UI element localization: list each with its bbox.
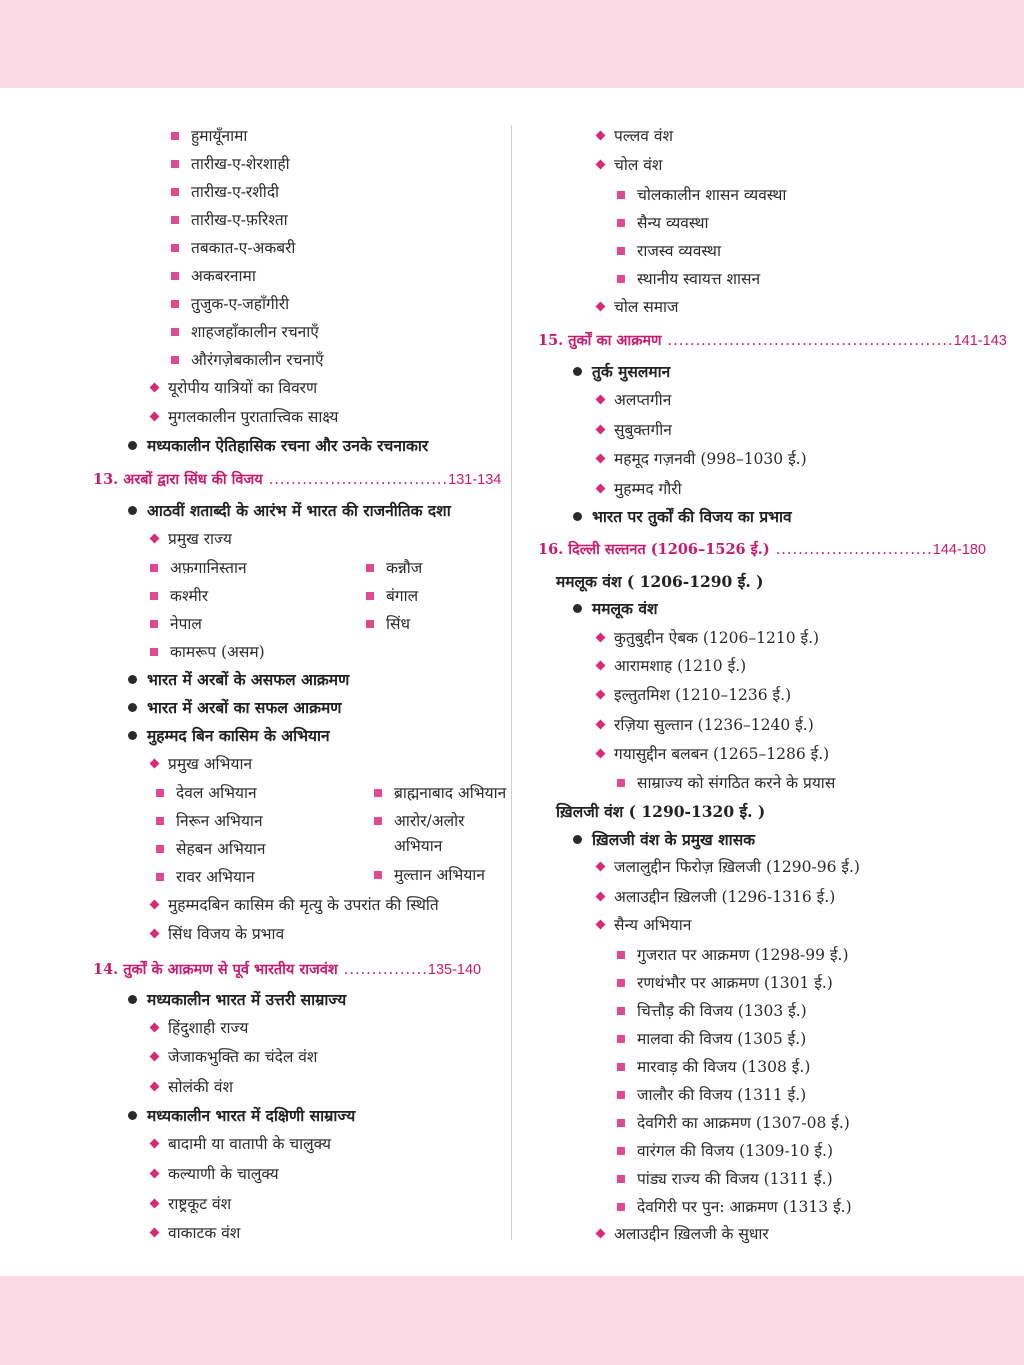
dynasty-heading: ममलूक वंश ( 1206-1290 ई. ): [556, 572, 764, 591]
diamond-bullet-icon: [596, 395, 606, 405]
diamond-bullet-icon: [596, 661, 606, 671]
contents-item: [374, 783, 506, 803]
contents-item-label: मध्यकालीन ऐतिहासिक रचना और उनके रचनाकार: [147, 436, 429, 455]
contents-item-label: ममलूक वंश: [592, 599, 658, 618]
contents-item-label: गुजरात पर आक्रमण (1298-99 ई.): [637, 946, 849, 964]
contents-item-label: कल्याणी के चालुक्य: [168, 1165, 279, 1183]
contents-item-label: महमूद गज़नवी (998–1030 ई.): [614, 450, 807, 468]
contents-item: [128, 726, 330, 746]
square-bullet-icon: [171, 188, 179, 196]
contents-item: [128, 1106, 355, 1126]
square-bullet-icon: [150, 564, 158, 572]
contents-item: [128, 670, 349, 690]
contents-item: [374, 865, 485, 885]
contents-item: [617, 241, 721, 261]
section-pages: 141-143: [953, 333, 1007, 349]
column-divider: [511, 125, 512, 1240]
contents-item-label: सिंध विजय के प्रभाव: [168, 925, 285, 943]
contents-item-label: भारत में अरबों का सफल आक्रमण: [147, 698, 342, 717]
contents-item-label: बादामी या वातापी के चालुक्य: [168, 1135, 331, 1153]
round-bullet-icon: [128, 675, 137, 684]
square-bullet-icon: [156, 789, 164, 797]
contents-item: [151, 1194, 231, 1214]
top-band: [0, 0, 1024, 88]
square-bullet-icon: [366, 620, 374, 628]
section-heading: [93, 960, 481, 980]
contents-item: [171, 350, 324, 370]
square-bullet-icon: [617, 779, 625, 787]
round-bullet-icon: [128, 703, 137, 712]
diamond-bullet-icon: [596, 862, 606, 872]
square-bullet-icon: [171, 356, 179, 364]
dot-leader: ...................................................: [667, 333, 954, 349]
contents-item: [171, 266, 256, 286]
contents-item: [151, 1223, 240, 1243]
diamond-bullet-icon: [150, 759, 160, 769]
contents-item-label: अभियान: [394, 837, 443, 855]
diamond-bullet-icon: [596, 749, 606, 759]
contents-item: [597, 479, 682, 499]
contents-item: [151, 1018, 248, 1038]
round-bullet-icon: [128, 506, 137, 515]
contents-item-label: मारवाड़ की विजय (1308 ई.): [637, 1058, 811, 1076]
contents-item: [597, 420, 672, 440]
contents-item: [597, 1224, 769, 1244]
square-bullet-icon: [366, 564, 374, 572]
diamond-bullet-icon: [150, 900, 160, 910]
contents-item: [597, 685, 791, 705]
contents-item: [617, 1141, 833, 1161]
contents-item: [151, 895, 439, 915]
contents-item: [151, 754, 252, 774]
contents-item-label: तारीख-ए-रशीदी: [191, 183, 280, 201]
contents-item: [597, 857, 860, 877]
contents-item-label: आठवीं शताब्दी के आरंभ में भारत की राजनीतिक दशा: [147, 501, 451, 520]
section-title: 16. दिल्ली सल्तनत (1206–1526 ई.): [538, 541, 770, 558]
contents-item: [617, 945, 849, 965]
contents-item: [151, 1077, 233, 1097]
square-bullet-icon: [171, 272, 179, 280]
square-bullet-icon: [171, 216, 179, 224]
square-bullet-icon: [617, 1091, 625, 1099]
contents-item-label: भारत में अरबों के असफल आक्रमण: [147, 670, 350, 689]
square-bullet-icon: [617, 1035, 625, 1043]
contents-item: [597, 297, 679, 317]
square-bullet-icon: [617, 1063, 625, 1071]
diamond-bullet-icon: [596, 160, 606, 170]
square-bullet-icon: [150, 620, 158, 628]
contents-item: [617, 269, 760, 289]
contents-item-label: जालौर की विजय (1311 ई.): [637, 1086, 807, 1104]
section-pages: 131-134: [448, 472, 502, 488]
square-bullet-icon: [150, 592, 158, 600]
diamond-bullet-icon: [150, 534, 160, 544]
contents-item-label: कुतुबुद्दीन ऐबक (1206–1210 ई.): [614, 629, 820, 647]
section-pages: 135-140: [427, 962, 482, 978]
square-bullet-icon: [617, 1175, 625, 1183]
dot-leader: ...............: [343, 962, 428, 978]
contents-item: [597, 628, 819, 648]
contents-item: [151, 407, 338, 427]
contents-item: [597, 915, 691, 935]
contents-item: [151, 1164, 279, 1184]
square-bullet-icon: [617, 1203, 625, 1211]
contents-item-label: अलाउद्दीन ख़िलजी के सुधार: [614, 1225, 769, 1243]
contents-item-label: राजस्व व्यवस्था: [637, 242, 721, 260]
contents-item-label: तबकात-ए-अकबरी: [191, 239, 296, 257]
contents-item: [617, 973, 833, 993]
contents-item: [597, 155, 662, 175]
contents-item: [617, 1057, 810, 1077]
round-bullet-icon: [573, 512, 582, 521]
diamond-bullet-icon: [596, 690, 606, 700]
contents-item-label: मुहम्मदबिन कासिम की मृत्यु के उपरांत की स्थिति: [168, 896, 439, 914]
contents-item-label: अकबरनामा: [191, 267, 256, 285]
contents-item-label: मुगलकालीन पुरातात्त्विक साक्ष्य: [168, 408, 339, 426]
contents-item-label: तारीख-ए-फ़रिश्ता: [191, 211, 288, 229]
square-bullet-icon: [150, 648, 158, 656]
contents-item-label: भारत पर तुर्कों की विजय का प्रभाव: [592, 507, 792, 526]
contents-item-label: गयासुद्दीन बलबन (1265–1286 ई.): [614, 745, 830, 763]
contents-item: [156, 783, 257, 803]
contents-item-label: हुमायूँनामा: [191, 127, 248, 145]
contents-item-label: सेहबन अभियान: [176, 840, 266, 858]
contents-item-label: अलप्तगीन: [614, 391, 672, 409]
diamond-bullet-icon: [150, 1139, 160, 1149]
contents-item-label: आरामशाह (1210 ई.): [614, 657, 747, 675]
contents-item-label: नेपाल: [170, 615, 202, 633]
contents-item: [151, 529, 232, 549]
contents-item-label: जेजाकभुक्ति का चंदेल वंश: [168, 1048, 318, 1066]
contents-item-label: इल्तुतमिश (1210–1236 ई.): [614, 686, 792, 704]
contents-item: [394, 836, 442, 856]
contents-item-label: निरून अभियान: [176, 812, 263, 830]
square-bullet-icon: [617, 219, 625, 227]
diamond-bullet-icon: [596, 484, 606, 494]
contents-item-label: कश्मीर: [170, 587, 209, 605]
contents-item-label: चोलकालीन शासन व्यवस्था: [637, 186, 787, 204]
square-bullet-icon: [171, 244, 179, 252]
contents-item: [150, 558, 247, 578]
contents-item: [151, 1134, 331, 1154]
contents-item: [597, 390, 671, 410]
contents-item: [597, 126, 673, 146]
square-bullet-icon: [374, 871, 382, 879]
contents-item: [617, 213, 709, 233]
contents-item-label: सुबुक्तगीन: [614, 421, 672, 439]
contents-item-label: औरंगज़ेबकालीन रचनाएँ: [191, 351, 324, 369]
contents-item: [366, 586, 418, 606]
round-bullet-icon: [573, 604, 582, 613]
round-bullet-icon: [573, 367, 582, 376]
contents-item: [150, 586, 208, 606]
section-heading: [93, 470, 501, 490]
contents-item-label: स्थानीय स्वायत्त शासन: [637, 270, 761, 288]
dynasty-heading: ख़िलजी वंश ( 1290-1320 ई. ): [556, 802, 766, 821]
section-pages: 144-180: [932, 542, 986, 558]
contents-item: [171, 182, 279, 202]
dot-leader: ............................: [775, 542, 933, 558]
square-bullet-icon: [617, 1119, 625, 1127]
diamond-bullet-icon: [596, 633, 606, 643]
round-bullet-icon: [128, 731, 137, 740]
contents-item: [171, 210, 288, 230]
square-bullet-icon: [366, 592, 374, 600]
contents-item-label: सोलंकी वंश: [168, 1078, 234, 1096]
contents-item-label: राष्ट्रकूट वंश: [168, 1195, 232, 1213]
contents-item: [617, 1029, 806, 1049]
diamond-bullet-icon: [150, 929, 160, 939]
contents-item-label: देवल अभियान: [176, 784, 257, 802]
contents-item-label: चोल वंश: [614, 156, 663, 174]
diamond-bullet-icon: [596, 302, 606, 312]
diamond-bullet-icon: [596, 1229, 606, 1239]
square-bullet-icon: [617, 1147, 625, 1155]
contents-item-label: रणथंभौर पर आक्रमण (1301 ई.): [637, 974, 833, 992]
contents-item-label: कन्नौज: [386, 559, 423, 577]
diamond-bullet-icon: [150, 412, 160, 422]
contents-item: [151, 378, 317, 398]
square-bullet-icon: [156, 845, 164, 853]
contents-item-label: प्रमुख राज्य: [168, 530, 232, 548]
contents-item-label: सैन्य अभियान: [614, 916, 692, 934]
square-bullet-icon: [171, 328, 179, 336]
contents-item-label: चोल समाज: [614, 298, 679, 316]
contents-item: [573, 362, 670, 382]
contents-item: [597, 656, 746, 676]
contents-item: [171, 294, 289, 314]
contents-item-label: देवगिरी पर पुन: आक्रमण (1313 ई.): [637, 1198, 852, 1216]
contents-item: [573, 507, 792, 527]
section-title: 14. तुर्कों के आक्रमण से पूर्व भारतीय राजवंश: [93, 961, 338, 978]
contents-item-label: साम्राज्य को संगठित करने के प्रयास: [637, 774, 836, 792]
contents-item-label: सैन्य व्यवस्था: [637, 214, 709, 232]
contents-item-label: मुल्तान अभियान: [394, 866, 485, 884]
contents-item-label: मुहम्मद गौरी: [614, 480, 682, 498]
contents-item: [156, 811, 263, 831]
contents-item: [597, 744, 829, 764]
square-bullet-icon: [171, 132, 179, 140]
contents-item: [151, 924, 284, 944]
contents-item: [128, 436, 428, 456]
square-bullet-icon: [617, 191, 625, 199]
square-bullet-icon: [617, 247, 625, 255]
contents-item: [366, 558, 422, 578]
square-bullet-icon: [171, 300, 179, 308]
contents-item-label: प्रमुख अभियान: [168, 755, 253, 773]
contents-item-label: तुर्क मुसलमान: [592, 362, 671, 381]
section-title: 15. तुर्कों का आक्रमण: [538, 332, 662, 349]
contents-item-label: मालवा की विजय (1305 ई.): [637, 1030, 807, 1048]
contents-item-label: आरोर/अलोर: [394, 812, 465, 830]
contents-item: [150, 642, 265, 662]
diamond-bullet-icon: [150, 1023, 160, 1033]
contents-item: [617, 1001, 807, 1021]
round-bullet-icon: [128, 1111, 137, 1120]
contents-item: [150, 614, 202, 634]
contents-item: [617, 773, 835, 793]
contents-item-label: रज़िया सुल्तान (1236–1240 ई.): [614, 716, 814, 734]
contents-item: [617, 1113, 850, 1133]
contents-item: [151, 1047, 317, 1067]
contents-item-label: वाकाटक वंश: [168, 1224, 241, 1242]
diamond-bullet-icon: [150, 1052, 160, 1062]
contents-item: [128, 698, 341, 718]
square-bullet-icon: [374, 817, 382, 825]
round-bullet-icon: [573, 835, 582, 844]
contents-item-label: अलाउद्दीन ख़िलजी (1296-1316 ई.): [614, 888, 836, 906]
contents-item-label: सिंध: [386, 615, 411, 633]
contents-item: [171, 154, 290, 174]
contents-item-label: हिंदुशाही राज्य: [168, 1019, 249, 1037]
contents-item-label: चित्तौड़ की विजय (1303 ई.): [637, 1002, 807, 1020]
diamond-bullet-icon: [596, 720, 606, 730]
contents-item-label: तुजुक-ए-जहाँगीरी: [191, 295, 290, 313]
diamond-bullet-icon: [596, 892, 606, 902]
contents-item-label: ब्राह्मनाबाद अभियान: [394, 784, 507, 802]
contents-item: [171, 126, 247, 146]
contents-item: [597, 449, 807, 469]
contents-item-label: वारंगल की विजय (1309-10 ई.): [637, 1142, 833, 1160]
contents-item-label: अफ़गानिस्तान: [170, 559, 247, 577]
contents-item-label: बंगाल: [386, 587, 419, 605]
diamond-bullet-icon: [150, 1199, 160, 1209]
contents-item-label: पल्लव वंश: [614, 127, 674, 145]
square-bullet-icon: [374, 789, 382, 797]
contents-item: [156, 839, 265, 859]
round-bullet-icon: [128, 441, 137, 450]
section-heading: [538, 540, 986, 560]
contents-item: [366, 614, 410, 634]
contents-item-label: मध्यकालीन भारत में उत्तरी साम्राज्य: [147, 990, 347, 1009]
contents-item-label: देवगिरी का आक्रमण (1307-08 ई.): [637, 1114, 850, 1132]
contents-item: [573, 599, 658, 619]
contents-item: [128, 990, 346, 1010]
contents-item-label: शाहजहाँकालीन रचनाएँ: [191, 323, 319, 341]
section-heading: [538, 331, 1007, 351]
contents-item: [156, 867, 255, 887]
contents-item: [171, 322, 319, 342]
square-bullet-icon: [171, 160, 179, 168]
diamond-bullet-icon: [150, 1228, 160, 1238]
square-bullet-icon: [156, 873, 164, 881]
square-bullet-icon: [617, 979, 625, 987]
round-bullet-icon: [128, 995, 137, 1004]
contents-item: [617, 185, 786, 205]
contents-item: [597, 887, 835, 907]
contents-item-label: रावर अभियान: [176, 868, 255, 886]
section-title: 13. अरबों द्वारा सिंध की विजय: [93, 471, 263, 488]
contents-item: [617, 1197, 852, 1217]
contents-item: [171, 238, 295, 258]
contents-item: [573, 830, 755, 850]
diamond-bullet-icon: [150, 1082, 160, 1092]
contents-item: [617, 1169, 833, 1189]
diamond-bullet-icon: [596, 454, 606, 464]
contents-item: [617, 1085, 806, 1105]
contents-item-label: मध्यकालीन भारत में दक्षिणी साम्राज्य: [147, 1106, 356, 1125]
contents-item-label: जलालुद्दीन फिरोज़ ख़िलजी (1290-96 ई.): [614, 858, 860, 876]
diamond-bullet-icon: [596, 131, 606, 141]
contents-item-label: तारीख-ए-शेरशाही: [191, 155, 290, 173]
square-bullet-icon: [156, 817, 164, 825]
contents-item-label: पांड्य राज्य की विजय (1311 ई.): [637, 1170, 833, 1188]
contents-item-label: कामरूप (असम): [170, 643, 265, 661]
contents-item: [374, 811, 464, 831]
contents-item: [597, 715, 814, 735]
square-bullet-icon: [617, 951, 625, 959]
contents-item-label: मुहम्मद बिन कासिम के अभियान: [147, 726, 330, 745]
diamond-bullet-icon: [150, 1169, 160, 1179]
contents-item: [128, 501, 451, 521]
diamond-bullet-icon: [596, 920, 606, 930]
bottom-band: [0, 1276, 1024, 1365]
contents-item-label: ख़िलजी वंश के प्रमुख शासक: [592, 830, 756, 849]
contents-item-label: यूरोपीय यात्रियों का विवरण: [168, 379, 318, 397]
dot-leader: ................................: [268, 472, 449, 488]
diamond-bullet-icon: [596, 425, 606, 435]
diamond-bullet-icon: [150, 383, 160, 393]
square-bullet-icon: [617, 1007, 625, 1015]
square-bullet-icon: [617, 275, 625, 283]
